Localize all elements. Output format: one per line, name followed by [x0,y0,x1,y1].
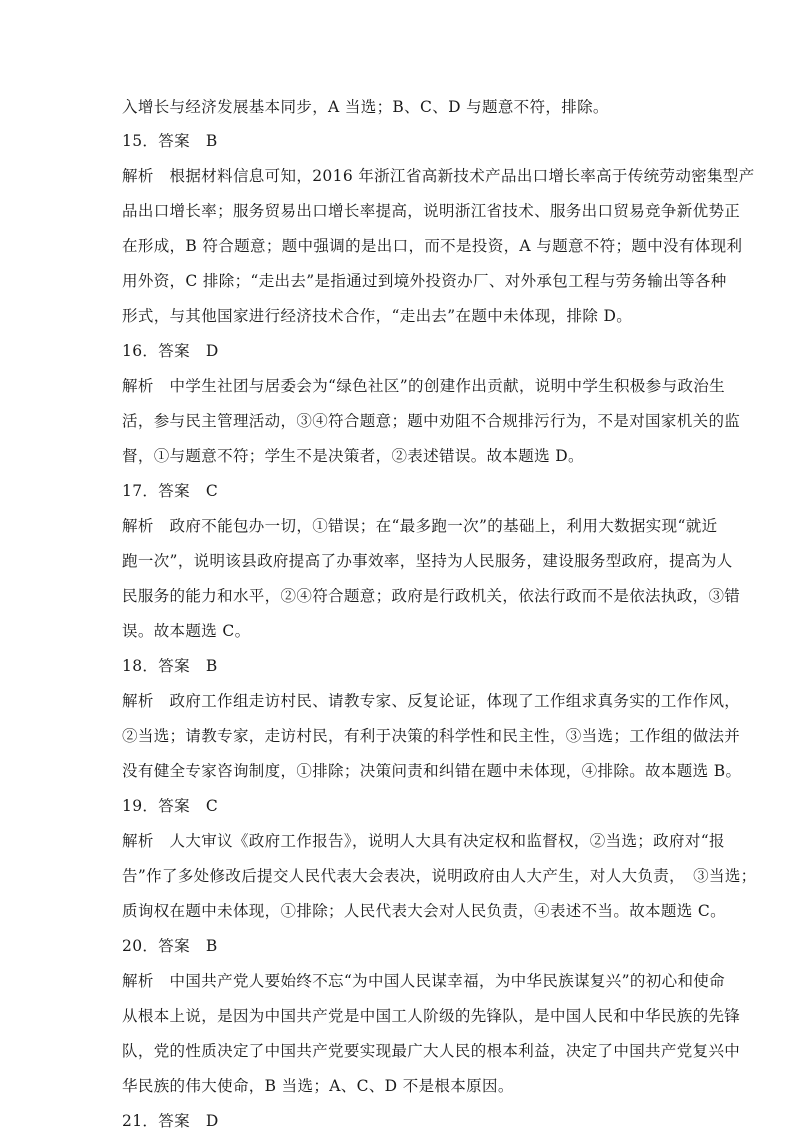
text-line: 品出口增长率；服务贸易出口增长率提高，说明浙江省技术、服务出口贸易竞争新优势正 [122,202,741,220]
text-line: 在形成，B 符合题意；题中强调的是出口，而不是投资，A 与题意不符；题中没有体现利 [122,237,743,255]
text-line: 解析 中学生社团与居委会为“绿色社区”的创建作出贡献，说明中学生积极参与政治生 [122,377,726,395]
text-line: 解析 政府不能包办一切，①错误；在“最多跑一次”的基础上，利用大数据实现“就近 [122,517,718,535]
answer-heading-19: 19．答案 C [122,797,219,815]
answer-heading-17: 17．答案 C [122,482,219,500]
text-line: 华民族的伟大使命，B 当选；A、C、D 不是根本原因。 [122,1077,514,1095]
text-line: 解析 政府工作组走访村民、请教专家、反复论证，体现了工作组求真务实的工作作风， [122,692,741,710]
text-line: 民服务的能力和水平，②④符合题意；政府是行政机关，依法行政而不是依法执政，③错 [122,587,741,605]
answer-heading-20: 20．答案 B [122,937,218,955]
text-line: 入增长与经济发展基本同步，A 当选；B、C、D 与题意不符，排除。 [122,98,609,116]
text-line: 活，参与民主管理活动，③④符合题意；题中劝阻不合规排污行为，不是对国家机关的监 [122,412,741,430]
text-line: 用外资，C 排除；“走出去”是指通过到境外投资办厂、对外承包工程与劳务输出等各种 [122,272,727,290]
answer-heading-18: 18．答案 B [122,657,218,675]
text-line: 跑一次”，说明该县政府提高了办事效率，坚持为人民服务，建设服务型政府，提高为人 [122,552,733,570]
text-line: 解析 中国共产党人要始终不忘“为中国人民谋幸福，为中华民族谋复兴”的初心和使命 [122,972,726,990]
text-line: 队，党的性质决定了中国共产党要实现最广大人民的根本利益，决定了中国共产党复兴中 [122,1042,741,1060]
text-line: 从根本上说，是因为中国共产党是中国工人阶级的先锋队，是中国人民和中华民族的先锋 [122,1007,741,1025]
answer-heading-21: 21．答案 D [122,1112,219,1130]
answer-heading-15: 15．答案 B [122,132,218,150]
answer-heading-16: 16．答案 D [122,342,219,360]
text-line: 质询权在题中未体现，①排除；人民代表大会对人民负责，④表述不当。故本题选 C。 [122,902,726,920]
text-line: 形式，与其他国家进行经济技术合作，“走出去”在题中未体现，排除 D。 [122,307,633,325]
text-line: 督，①与题意不符；学生不是决策者，②表述错误。故本题选 D。 [122,447,584,465]
text-line: 没有健全专家咨询制度，①排除；决策问责和纠错在题中未体现，④排除。故本题选 B。 [122,762,742,780]
text-line: 误。故本题选 C。 [122,622,251,640]
text-line: ②当选；请教专家，走访村民，有利于决策的科学性和民主性，③当选；工作组的做法并 [122,727,741,745]
text-line: 告”作了多处修改后提交人民代表大会表决，说明政府由人大产生，对人大负责， ③当选； [122,867,757,885]
text-line: 解析 根据材料信息可知，2016 年浙江省高新技术产品出口增长率高于传统劳动密集型产 [122,167,755,185]
text-line: 解析 人大审议《政府工作报告》，说明人大具有决定权和监督权，②当选；政府对“报 [122,832,725,850]
